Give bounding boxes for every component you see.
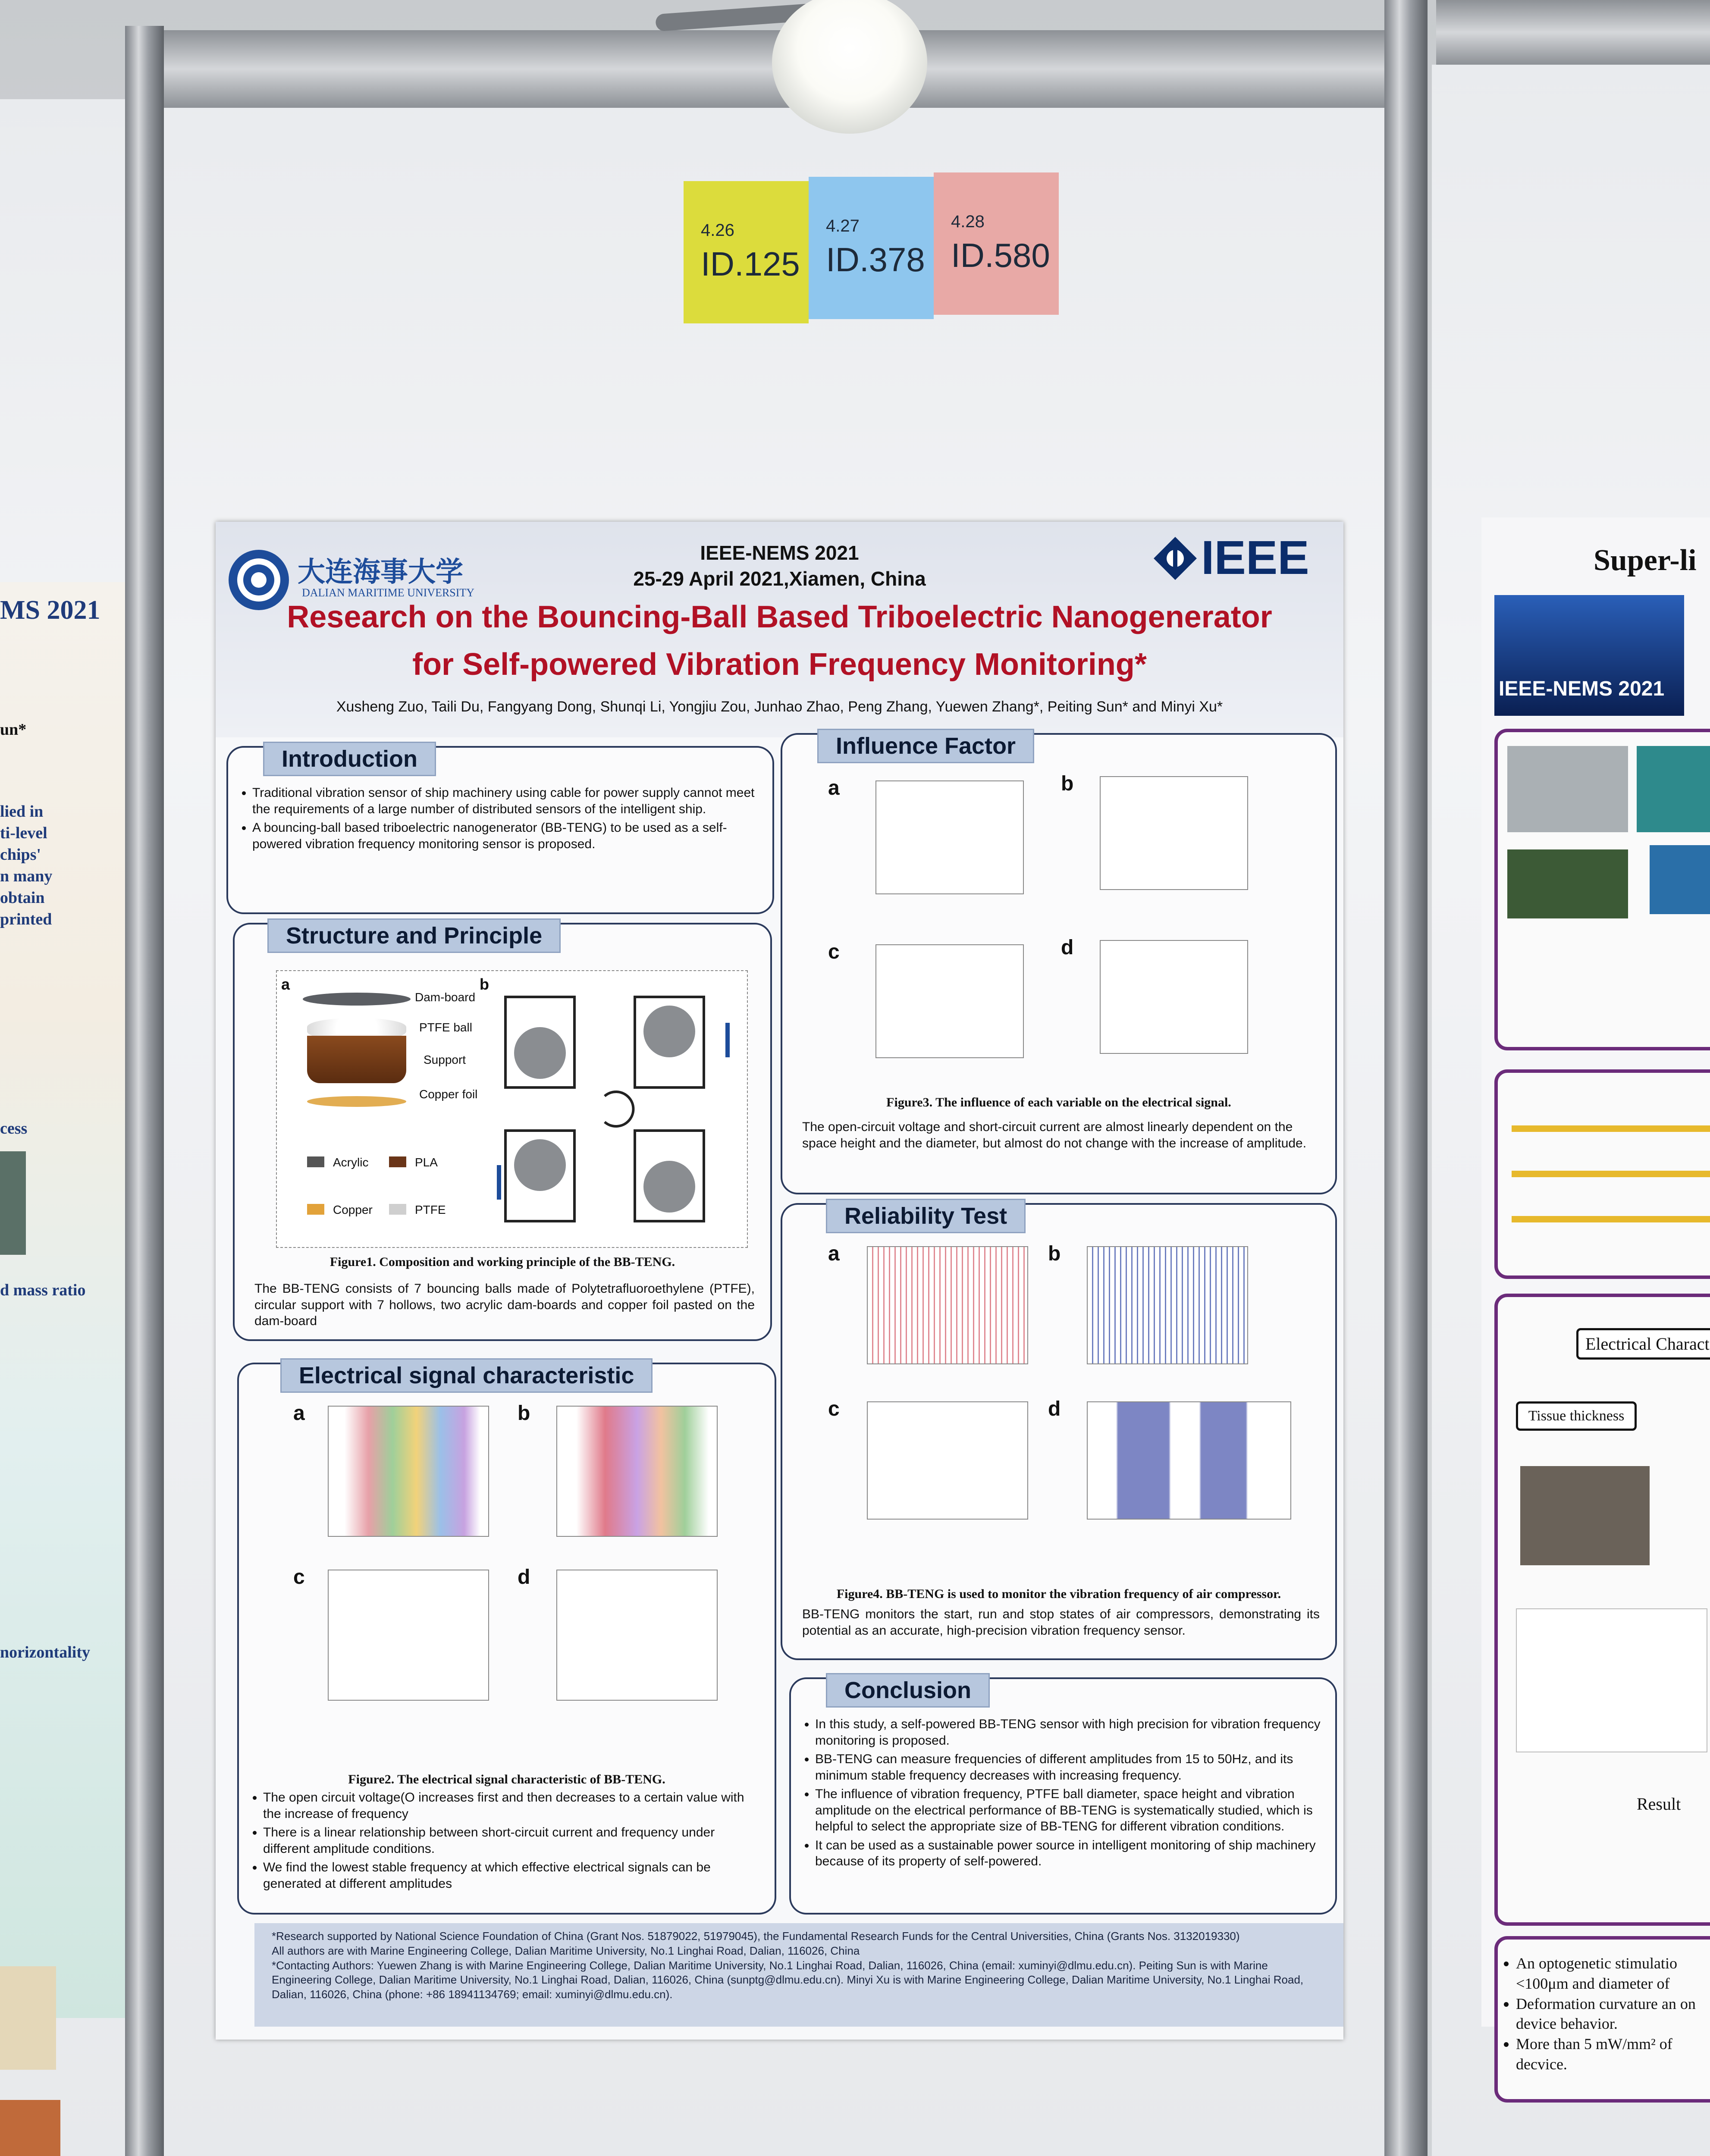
current-time-chart	[556, 1406, 718, 1537]
left-fragment: printed	[0, 910, 52, 928]
reliability-title: Reliability Test	[826, 1199, 1026, 1233]
reliability-voltage-chart	[867, 1246, 1028, 1364]
frequency-amplitude-chart	[556, 1570, 718, 1701]
footer-line: *Research supported by National Science Foundation of China (Grant Nos. 51879022, 51979045), the Fundamental Research Funds for the Central Universities, China (Grants Nos. 3132019330)	[272, 1930, 1240, 1943]
left-fragment: lied in	[0, 802, 44, 821]
legend-swatch	[389, 1156, 406, 1167]
influence-text: The open-circuit voltage and short-circuit current are almost linearly dependent on the space height and the diameter, but almost do not change with the increase of amplitude.	[802, 1120, 1307, 1150]
voltage-time-chart	[328, 1406, 489, 1537]
conference-dates: 25-29 April 2021,Xiamen, China	[633, 567, 926, 590]
ieee-logo: IEEE	[1201, 531, 1309, 584]
part-label: Dam-board	[415, 990, 476, 1004]
conference-name: IEEE-NEMS 2021	[700, 542, 859, 564]
schedule-note-1	[684, 181, 809, 323]
schedule-id: ID.125	[701, 245, 800, 283]
schedule-note-2	[809, 177, 934, 319]
panel-label: b	[1048, 1242, 1061, 1265]
structure-title: Structure and Principle	[267, 918, 561, 953]
right-result-label: Result	[1637, 1794, 1681, 1814]
legend-label: Copper	[333, 1203, 373, 1216]
right-pole	[1384, 0, 1428, 2156]
electrical-text	[246, 1789, 763, 1894]
support-shape	[307, 1036, 406, 1083]
panel-label: a	[828, 777, 840, 799]
panel-label: b	[518, 1402, 530, 1425]
right-box-label: Electrical Charact	[1576, 1328, 1710, 1360]
right-bullet: • More than 5 mW/mm² of decvice.	[1516, 2034, 1710, 2075]
part-label: Support	[424, 1053, 466, 1066]
schedule-id: ID.580	[951, 236, 1050, 274]
influence-chart-d	[1100, 940, 1248, 1054]
figure2-caption: Figure2. The electrical signal characteristic of BB-TENG.	[348, 1772, 665, 1786]
left-photo	[0, 1966, 56, 2070]
structure-figure	[276, 970, 748, 1248]
footer-line: All authors are with Marine Engineering College, Dalian Maritime University, No.1 Linghai Road, Dalian, 116026, China	[272, 1944, 860, 1957]
reliability-text: BB-TENG monitors the start, run and stop states of air compressors, demonstrating its potential as an accurate, high-precision vibration frequency sensor.	[802, 1607, 1320, 1638]
left-pole	[125, 26, 164, 2156]
left-fragment: un*	[0, 721, 27, 739]
introduction-text	[235, 785, 761, 855]
panel-label: c	[828, 1398, 840, 1420]
left-photo	[0, 1151, 26, 1255]
right-photo	[1507, 746, 1628, 832]
right-photo	[1637, 746, 1710, 832]
electrical-bullet: • The open circuit voltage(O increases first and then decreases to a certain value with the increase of frequency	[263, 1789, 763, 1822]
panel-label: a	[828, 1242, 840, 1265]
copper-foil-shape	[307, 1096, 406, 1107]
left-fragment: d mass ratio	[0, 1281, 86, 1299]
legend-swatch	[307, 1156, 324, 1167]
reliability-current-chart	[1087, 1246, 1248, 1364]
conclusion-bullet: • In this study, a self-powered BB-TENG sensor with high precision for vibration frequency monitoring is proposed.	[815, 1716, 1324, 1749]
panel-label: d	[1048, 1398, 1061, 1420]
introduction-bullet: • Traditional vibration sensor of ship machinery using cable for power supply cannot meet the requirements of a large number of distributed sensors of the intelligent ship.	[252, 785, 761, 817]
right-photo	[1507, 849, 1628, 918]
left-fragment: cess	[0, 1119, 28, 1138]
ieee-diamond-icon	[1152, 535, 1199, 582]
left-fragment: norizontality	[0, 1643, 90, 1661]
compressor-voltage-chart	[1087, 1401, 1291, 1520]
part-label: Copper foil	[419, 1087, 478, 1101]
right-bullet: • An optogenetic stimulatio <100μm and diameter of	[1516, 1953, 1710, 1994]
schedule-date: 4.28	[951, 212, 985, 231]
right-chart	[1516, 1608, 1707, 1752]
left-fragment: n many	[0, 867, 53, 885]
working-principle-diagram	[497, 984, 738, 1243]
left-poster-title: MS 2021	[0, 595, 100, 625]
figure4-caption: Figure4. BB-TENG is used to monitor the vibration frequency of air compressor.	[836, 1587, 1281, 1601]
right-photo	[1520, 1466, 1650, 1565]
introduction-bullet: • A bouncing-ball based triboelectric nanogenerator (BB-TENG) to be used as a self-powered vibration frequency monitoring sensor is proposed.	[252, 820, 761, 852]
schedule-date: 4.27	[826, 216, 860, 235]
panel-label: a	[281, 975, 290, 993]
left-fragment: chips'	[0, 846, 41, 864]
figure3-caption: Figure3. The influence of each variable on the electrical signal.	[886, 1095, 1231, 1109]
conclusion-text	[798, 1716, 1324, 1872]
university-name: 大连海事大学	[298, 556, 463, 588]
poster-authors: Xusheng Zuo, Taili Du, Fangyang Dong, Shunqi Li, Yongjiu Zou, Junhao Zhao, Peng Zhang, Yuewen Zhang*, Peiting Sun* and Minyi Xu*	[336, 699, 1223, 715]
current-frequency-chart	[328, 1570, 489, 1701]
right-rail	[1436, 0, 1710, 65]
left-photo	[0, 2100, 60, 2156]
legend-swatch	[307, 1204, 324, 1215]
right-bullet: • Deformation curvature an on device behavior.	[1516, 1994, 1710, 2034]
part-label: PTFE ball	[419, 1021, 472, 1034]
panel-label: a	[293, 1402, 305, 1425]
right-banner	[1494, 595, 1684, 716]
poster-title-line-1: Research on the Bouncing-Ball Based Triboelectric Nanogenerator	[287, 600, 1272, 634]
panel-label: b	[1061, 772, 1074, 795]
legend-label: PTFE	[415, 1203, 446, 1216]
influence-title: Influence Factor	[817, 729, 1034, 763]
influence-chart-b	[1100, 776, 1248, 890]
panel-label: d	[1061, 936, 1074, 959]
left-fragment: obtain	[0, 889, 45, 907]
figure1-caption: Figure1. Composition and working principle of the BB-TENG.	[329, 1255, 675, 1269]
conclusion-bullet: • The influence of vibration frequency, PTFE ball diameter, space height and vibration amplitude on the electrical performance of BB-TENG is systematically studied, which is helpful to select the appropriate size of BB-TENG for different vibration conditions.	[815, 1786, 1324, 1835]
conclusion-title: Conclusion	[826, 1673, 990, 1708]
right-bullets	[1499, 1953, 1710, 2075]
structure-text: The BB-TENG consists of 7 bouncing balls made of Polytetrafluoroethylene (PTFE), circular support with 7 hollows, two acrylic dam-boards and copper foil pasted on the dam-board	[254, 1282, 755, 1328]
panel-label: d	[518, 1566, 530, 1589]
legend-label: Acrylic	[333, 1156, 369, 1169]
electrical-bullet: • We find the lowest stable frequency at which effective electrical signals can be generated at different amplitudes	[263, 1859, 763, 1892]
footer-line: *Contacting Authors: Yuewen Zhang is with Marine Engineering College, Dalian Maritime University, No.1 Linghai Road, Dalian, 116026, China (email: xuminyi@dlmu.edu.cn). Peiting Sun is with Marine Engineering College, Dalian Maritime University, No.1 Linghai Road, Dalian, 116026, China (sunptg@dlmu.edu.cn). Minyi Xu is with Marine Engineering College, Dalian Maritime University, No.1 Linghai Road, Dalian, 116026, China (phone: +86 18941134769; email: xuminyi@dlmu.edu.cn).	[272, 1959, 1304, 2001]
right-tissue-label: Tissue thickness	[1516, 1401, 1637, 1431]
poster-title-line-2: for Self-powered Vibration Frequency Monitoring*	[412, 647, 1147, 682]
electrical-title: Electrical signal characteristic	[280, 1358, 653, 1393]
right-banner-text: IEEE-NEMS 2021	[1499, 677, 1665, 700]
research-poster	[216, 522, 1343, 2040]
panel-label: c	[293, 1566, 305, 1589]
poster-footer	[254, 1923, 1343, 2027]
calculated-frequency-chart	[867, 1401, 1028, 1520]
panel-label: c	[828, 940, 840, 963]
legend-label: PLA	[415, 1156, 438, 1169]
conclusion-bullet: • BB-TENG can measure frequencies of different amplitudes from 15 to 50Hz, and its minimum stable frequency decreases with increasing frequency.	[815, 1751, 1324, 1783]
electrical-bullet: • There is a linear relationship between short-circuit current and frequency under different amplitude conditions.	[263, 1824, 763, 1857]
schedule-date: 4.26	[701, 221, 734, 240]
conclusion-bullet: • It can be used as a sustainable power source in intelligent monitoring of ship machinery because of its property of self-powered.	[815, 1837, 1324, 1870]
right-diagram	[1512, 1095, 1710, 1225]
influence-chart-a	[875, 780, 1024, 894]
influence-chart-c	[875, 944, 1024, 1058]
panel-label: b	[480, 975, 489, 993]
right-photo	[1650, 845, 1710, 914]
introduction-title: Introduction	[263, 742, 436, 776]
schedule-note-3	[934, 172, 1059, 315]
right-poster-title: Super-li	[1594, 544, 1697, 577]
dam-board-shape	[303, 993, 411, 1006]
university-name-en: DALIAN MARITIME UNIVERSITY	[302, 586, 475, 599]
schedule-id: ID.378	[826, 241, 925, 279]
right-neighbor-poster	[1481, 517, 1710, 2073]
left-fragment: ti-level	[0, 824, 47, 842]
legend-swatch	[389, 1204, 406, 1215]
